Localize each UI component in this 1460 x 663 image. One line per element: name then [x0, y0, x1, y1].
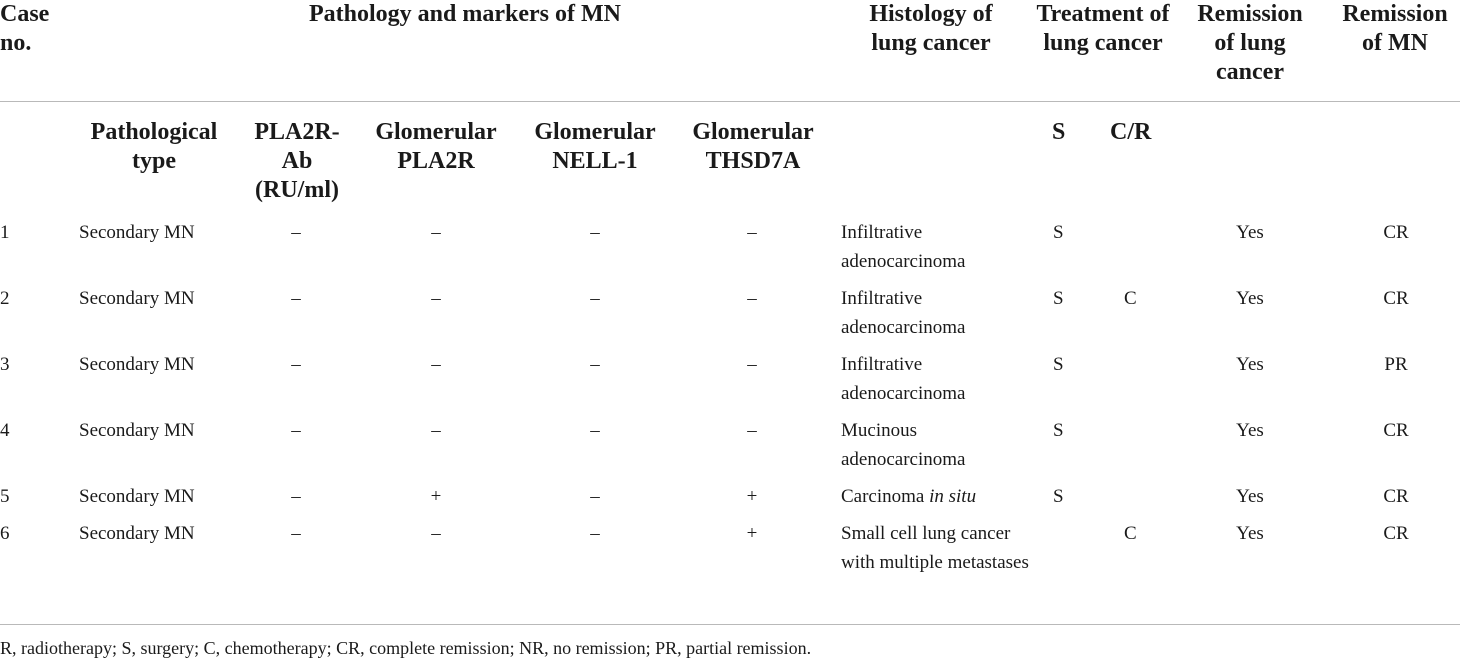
table-row-3-histology: Infiltrative adenocarcinoma [841, 354, 966, 404]
header-cr: C/R [1110, 119, 1152, 145]
table-row-5-thsd7a: + [746, 486, 758, 507]
table-row-5-rem-mn: CR [1383, 486, 1409, 507]
table-row-2-rem-lung: Yes [1236, 288, 1264, 309]
table-row-6-histology: Small cell lung cancer with multiple metastases [841, 523, 1029, 573]
table-row-2-pla2r: – [431, 288, 441, 309]
footer-divider [0, 624, 1460, 625]
table-row-2-rem-mn: CR [1383, 288, 1409, 309]
table-row-3-case: 3 [0, 354, 10, 375]
table-row-1-pla2r: – [431, 222, 441, 243]
table-row-4-rem-mn: CR [1383, 420, 1409, 441]
header-glomerular-nell1: Glomerular NELL-1 [534, 119, 656, 174]
table-row-2-case: 2 [0, 288, 10, 309]
header-divider [0, 101, 1460, 102]
table-row-4-rem-lung: Yes [1236, 420, 1264, 441]
table-row-6-cr: C [1124, 523, 1137, 544]
table-row-6-type: Secondary MN [79, 523, 195, 544]
table-row-1-ab: – [291, 222, 301, 243]
table-row-6-ab: – [291, 523, 301, 544]
header-treatment: Treatment of lung cancer [1036, 1, 1170, 56]
table-row-4-type: Secondary MN [79, 420, 195, 441]
table-row-5-nell1: – [590, 486, 600, 507]
table-row-3-type: Secondary MN [79, 354, 195, 375]
table-row-6-rem-lung: Yes [1236, 523, 1264, 544]
table-row-2-thsd7a: – [747, 288, 757, 309]
header-pathology: Pathology and markers of MN [309, 1, 621, 27]
header-remission-lung: Remission of lung cancer [1197, 1, 1303, 85]
table-row-3-rem-lung: Yes [1236, 354, 1264, 375]
header-pla2r-ab: PLA2R-Ab (RU/ml) [254, 119, 340, 203]
table-row-5-rem-lung: Yes [1236, 486, 1264, 507]
table-row-3-s: S [1053, 354, 1064, 375]
table-row-1-nell1: – [590, 222, 600, 243]
table-row-5-histology-italic: in situ [929, 486, 977, 507]
footnote: R, radiotherapy; S, surgery; C, chemotherapy; CR, complete remission; NR, no remission; PR, partial remission. [0, 638, 812, 658]
header-remission-mn: Remission of MN [1342, 1, 1448, 56]
table-row-5-histology [841, 482, 1021, 511]
table-row-1-thsd7a: – [747, 222, 757, 243]
table-row-3-pla2r: – [431, 354, 441, 375]
table-row-6-case: 6 [0, 523, 10, 544]
table-row-3-ab: – [291, 354, 301, 375]
table-row-4-thsd7a: – [747, 420, 757, 441]
table-row-2-type: Secondary MN [79, 288, 195, 309]
table-row-3-thsd7a: – [747, 354, 757, 375]
table-row-6-thsd7a: + [746, 523, 758, 544]
table-row-3-rem-mn: PR [1384, 354, 1408, 375]
header-glomerular-pla2r: Glomerular PLA2R [375, 119, 497, 174]
table-row-4-nell1: – [590, 420, 600, 441]
table-row-6-nell1: – [590, 523, 600, 544]
header-pathological-type: Pathological type [90, 119, 218, 174]
table-row-6-pla2r: – [431, 523, 441, 544]
table-row-5-pla2r: + [430, 486, 442, 507]
table-row-5-case: 5 [0, 486, 10, 507]
header-case-no: Case no. [0, 1, 50, 56]
table-row-2-cr: C [1124, 288, 1137, 309]
header-s: S [1052, 119, 1066, 145]
table-row-1-type: Secondary MN [79, 222, 195, 243]
table-row-5-type: Secondary MN [79, 486, 195, 507]
table-row-6-rem-mn: CR [1383, 523, 1409, 544]
table-row-1-rem-lung: Yes [1236, 222, 1264, 243]
table-row-1-s: S [1053, 222, 1064, 243]
table-row-1-case: 1 [0, 222, 10, 243]
table-row-5-s: S [1053, 486, 1064, 507]
table-row-2-s: S [1053, 288, 1064, 309]
table-row-2-ab: – [291, 288, 301, 309]
table-row-5-ab: – [291, 486, 301, 507]
table-row-2-histology: Infiltrative adenocarcinoma [841, 288, 966, 338]
table-row-1-histology: Infiltrative adenocarcinoma [841, 222, 966, 272]
header-glomerular-thsd7a: Glomerular THSD7A [692, 119, 814, 174]
table-row-1-rem-mn: CR [1383, 222, 1409, 243]
table-row-4-pla2r: – [431, 420, 441, 441]
table-row-5-histology-plain: Carcinoma [841, 486, 925, 507]
table-row-2-nell1: – [590, 288, 600, 309]
table-row-4-histology: Mucinous adenocarcinoma [841, 420, 966, 470]
table-row-3-nell1: – [590, 354, 600, 375]
header-histology: Histology of lung cancer [869, 1, 993, 56]
table-row-4-case: 4 [0, 420, 10, 441]
table-row-4-s: S [1053, 420, 1064, 441]
table-row-4-ab: – [291, 420, 301, 441]
